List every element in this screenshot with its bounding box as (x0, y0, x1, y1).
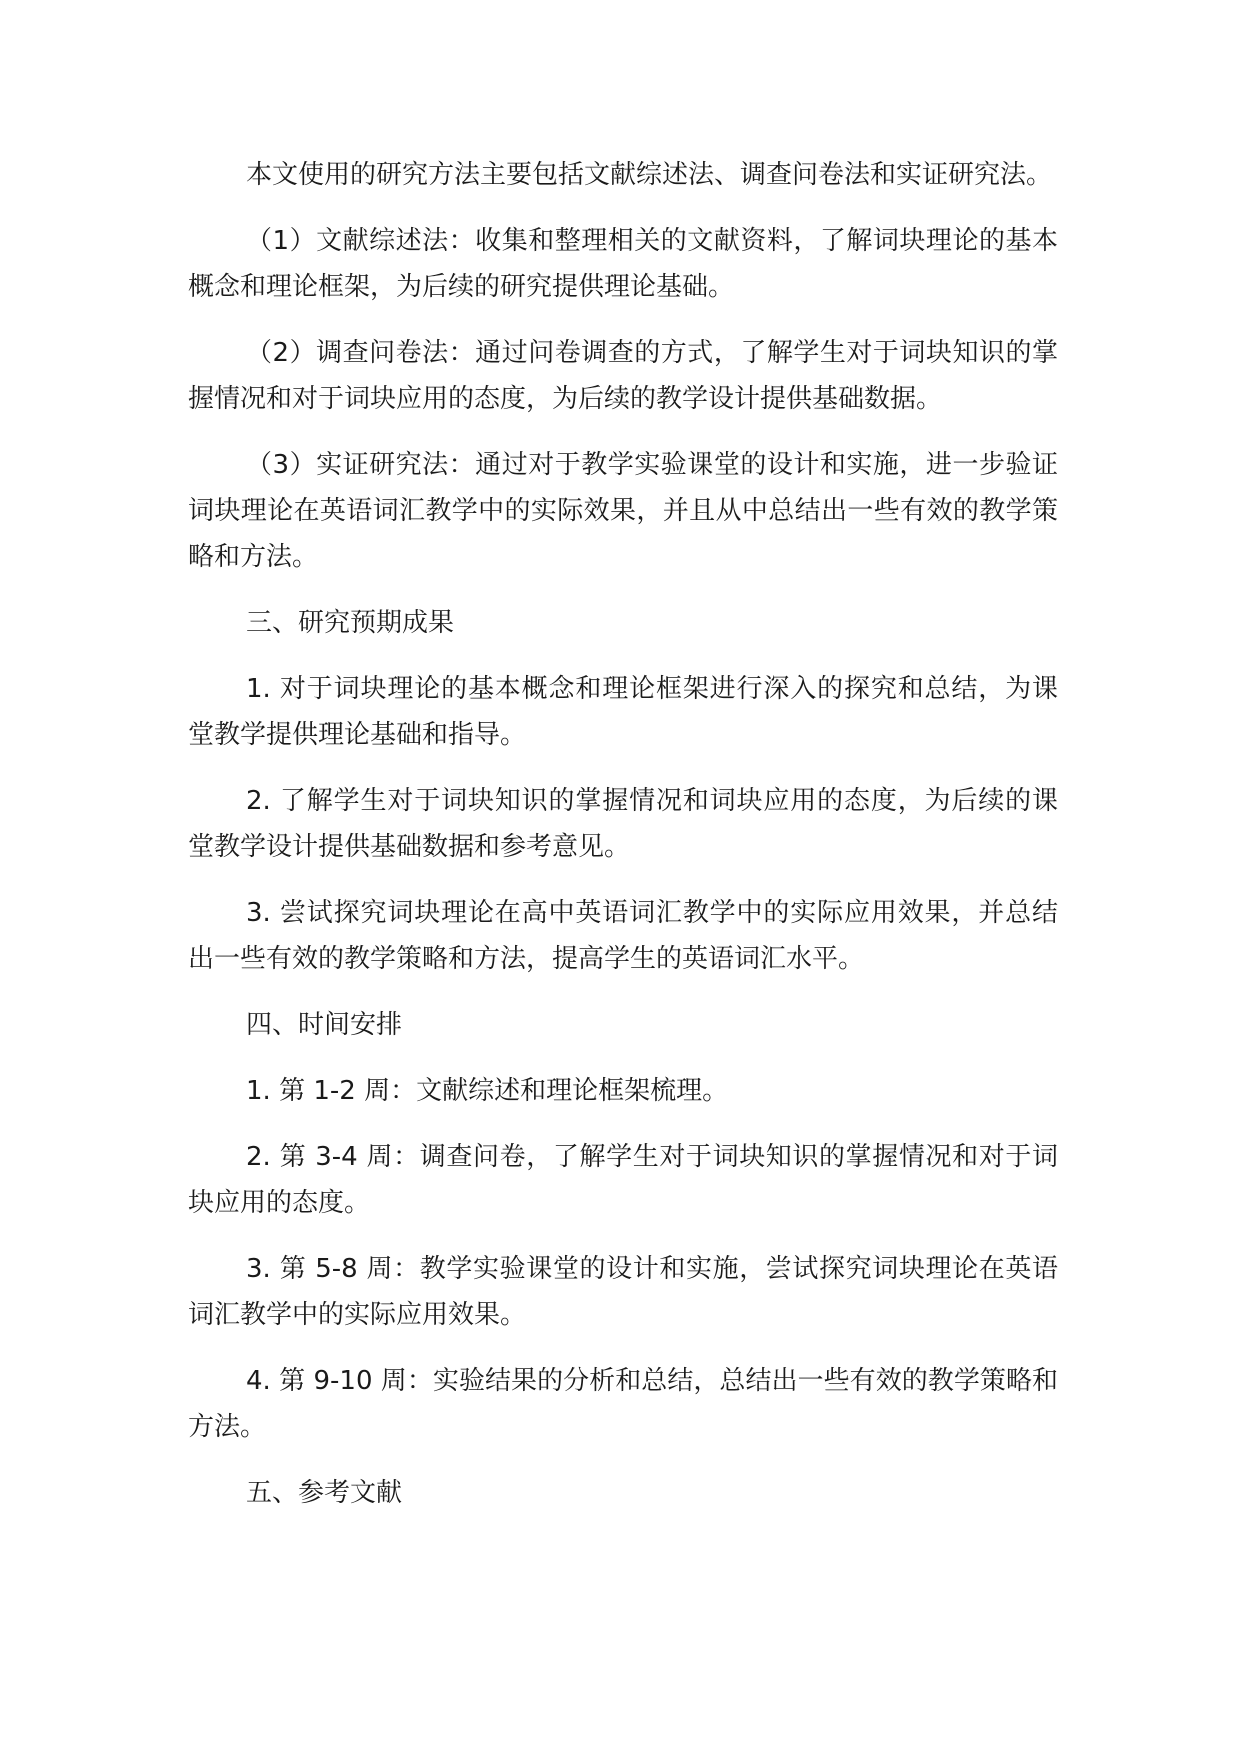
method-2-paragraph: （2）调查问卷法：通过问卷调查的方式，了解学生对于词块知识的掌握情况和对于词块应用的态度，为后续的教学设计提供基础数据。 (188, 338, 1058, 414)
section-3-heading: 三、研究预期成果 (246, 608, 455, 638)
outcome-3-paragraph: 3. 尝试探究词块理论在高中英语词汇教学中的实际应用效果，并总结出一些有效的教学策略和方法，提高学生的英语词汇水平。 (188, 898, 1058, 974)
outcome-2-paragraph: 2. 了解学生对于词块知识的掌握情况和词块应用的态度，为后续的课堂教学设计提供基础数据和参考意见。 (188, 786, 1058, 862)
schedule-3-paragraph: 3. 第 5-8 周：教学实验课堂的设计和实施，尝试探究词块理论在英语词汇教学中的实际应用效果。 (188, 1254, 1058, 1330)
intro-paragraph: 本文使用的研究方法主要包括文献综述法、调查问卷法和实证研究法。 (246, 160, 1053, 190)
method-3-paragraph: （3）实证研究法：通过对于教学实验课堂的设计和实施，进一步验证词块理论在英语词汇教学中的实际效果，并且从中总结出一些有效的教学策略和方法。 (188, 450, 1058, 572)
section-5-heading: 五、参考文献 (246, 1478, 403, 1508)
document-page (188, 152, 1058, 1536)
schedule-1-paragraph: 1. 第 1-2 周：文献综述和理论框架梳理。 (246, 1076, 729, 1106)
schedule-4-paragraph: 4. 第 9-10 周：实验结果的分析和总结，总结出一些有效的教学策略和方法。 (188, 1366, 1058, 1442)
section-4-heading: 四、时间安排 (246, 1010, 403, 1040)
outcome-1-paragraph: 1. 对于词块理论的基本概念和理论框架进行深入的探究和总结，为课堂教学提供理论基础和指导。 (188, 674, 1058, 750)
schedule-2-paragraph: 2. 第 3-4 周：调查问卷，了解学生对于词块知识的掌握情况和对于词块应用的态度。 (188, 1142, 1058, 1218)
method-1-paragraph: （1）文献综述法：收集和整理相关的文献资料，了解词块理论的基本概念和理论框架，为后续的研究提供理论基础。 (188, 226, 1058, 302)
